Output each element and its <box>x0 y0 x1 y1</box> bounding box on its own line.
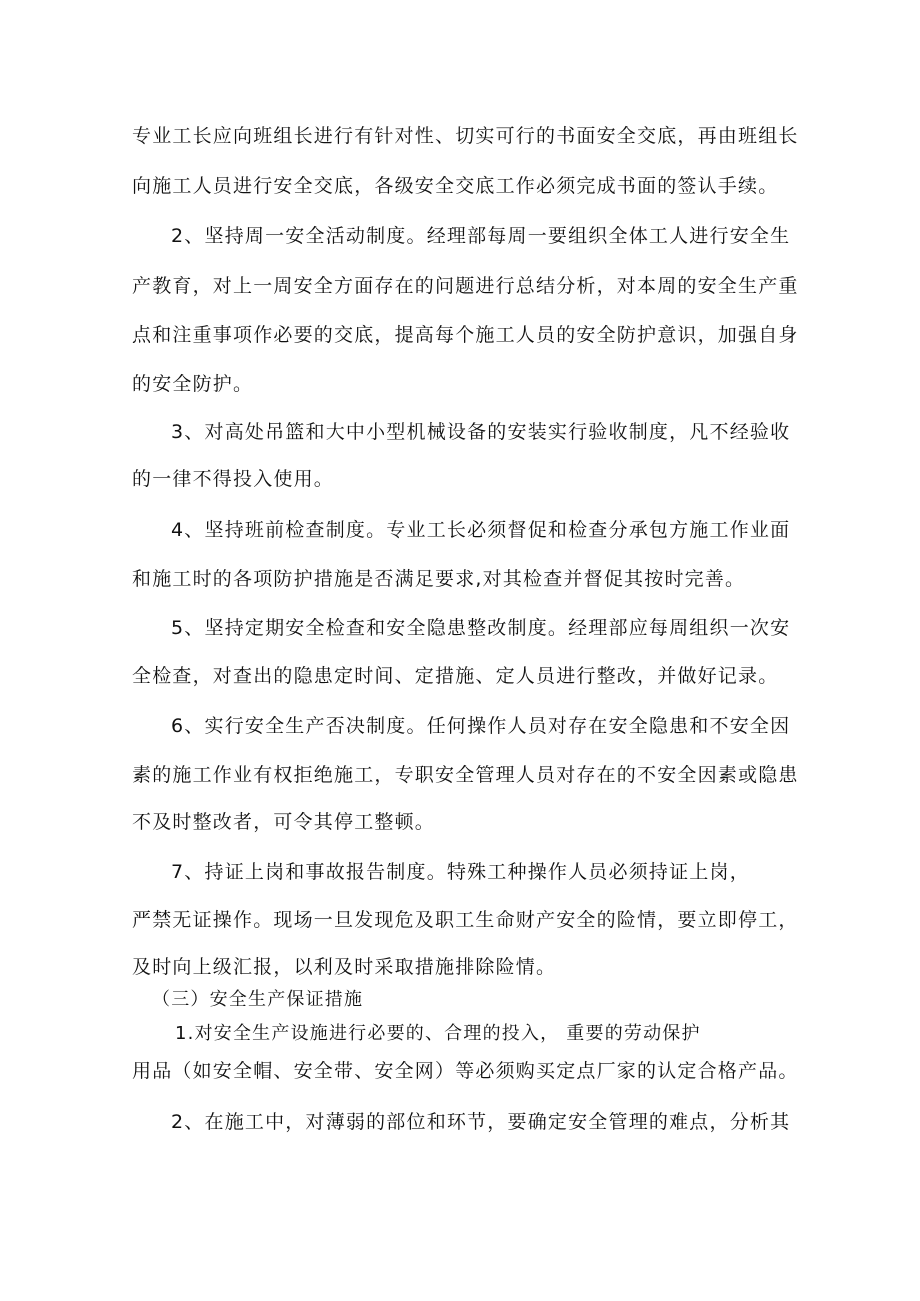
text-line-5: 点和注重事项作必要的交底，提高每个施工人员的安全防护意识，加强自身 <box>132 324 799 346</box>
text-line-13: 6、实行安全生产否决制度。任何操作人员对存在安全隐患和不安全因 <box>171 715 791 737</box>
text-line-17: 严禁无证操作。现场一旦发现危及职工生命财产安全的险情，要立即停工， <box>132 909 799 931</box>
text-line-15: 不及时整改者，可令其停工整顿。 <box>132 811 436 833</box>
text-line-20: 1.对安全生产设施进行必要的、合理的投入， 重要的劳动保护 <box>175 1023 701 1044</box>
text-line-21: 用品（如安全帽、安全带、安全网）等必须购买定点厂家的认定合格产品。 <box>132 1060 799 1082</box>
text-line-22: 2、在施工中，对薄弱的部位和环节，要确定安全管理的难点，分析其 <box>171 1111 791 1133</box>
text-line-11: 5、坚持定期安全检查和安全隐患整改制度。经理部应每周组织一次安 <box>171 617 791 639</box>
text-line-10: 和施工时的各项防护措施是否满足要求,对其检查并督促其按时完善。 <box>132 568 746 590</box>
text-line-4: 产教育，对上一周安全方面存在的问题进行总结分析，对本周的安全生产重 <box>132 275 799 297</box>
text-line-3: 2、坚持周一安全活动制度。经理部每周一要组织全体工人进行安全生 <box>171 225 791 247</box>
text-line-2: 向施工人员进行安全交底，各级安全交底工作必须完成书面的签认手续。 <box>132 175 779 197</box>
text-line-7: 3、对高处吊篮和大中小型机械设备的安装实行验收制度，凡不经验收 <box>171 421 791 443</box>
text-line-14: 素的施工作业有权拒绝施工，专职安全管理人员对存在的不安全因素或隐患 <box>132 764 799 786</box>
text-line-18: 及时向上级汇报，以利及时采取措施排除险情。 <box>132 956 557 978</box>
text-line-9: 4、坚持班前检查制度。专业工长必须督促和检查分承包方施工作业面 <box>171 519 791 541</box>
text-line-8: 的一律不得投入使用。 <box>132 468 335 490</box>
text-line-12: 全检查，对查出的隐患定时间、定措施、定人员进行整改，并做好记录。 <box>132 665 779 687</box>
text-line-16: 7、持证上岗和事故报告制度。特殊工种操作人员必须持证上岗， <box>171 861 750 883</box>
text-line-6: 的安全防护。 <box>132 373 254 395</box>
text-line-1: 专业工长应向班组长进行有针对性、切实可行的书面安全交底，再由班组长 <box>132 125 799 147</box>
section-heading: （三）安全生产保证措施 <box>152 989 364 1010</box>
